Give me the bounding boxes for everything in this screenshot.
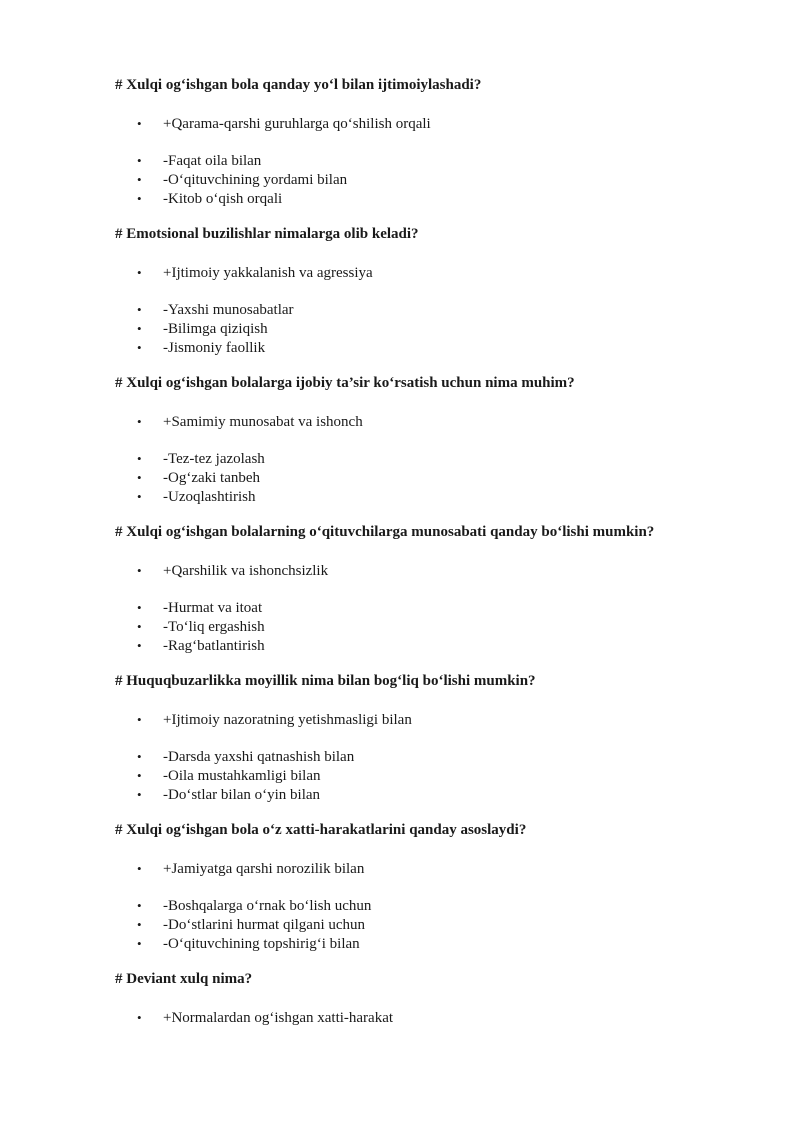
wrong-answer [137,766,757,786]
correct-answer [137,710,757,730]
bullet-icon: • [137,172,142,187]
bullet-icon: • [137,749,142,764]
wrong-answer [137,598,757,618]
answer-text: -To‘liq ergashish [163,619,265,635]
question-heading: # Emotsional buzilishlar nimalarga olib keladi? [115,226,419,242]
bullet-icon: • [137,638,142,653]
answer-text: -Faqat oila bilan [163,153,262,169]
answer-text: +Jamiyatga qarshi norozilik bilan [163,861,365,877]
bullet-icon: • [137,898,142,913]
question-heading: # Xulqi og‘ishgan bolalarning o‘qituvchilarga munosabati qanday bo‘lishi mumkin? [115,524,655,540]
wrong-answer [137,170,757,190]
bullet-icon: • [137,321,142,336]
wrong-answer [137,915,757,935]
bullet-icon: • [137,191,142,206]
correct-answer [137,561,757,581]
bullet-icon: • [137,470,142,485]
answer-text: -Rag‘batlantirish [163,638,265,654]
bullet-icon: • [137,265,142,280]
question-heading: # Deviant xulq nima? [115,971,253,987]
wrong-answer [137,151,757,171]
bullet-icon: • [137,153,142,168]
bullet-icon: • [137,489,142,504]
wrong-answer [137,617,757,637]
wrong-answer [137,300,757,320]
bullet-icon: • [137,936,142,951]
bullet-icon: • [137,340,142,355]
answer-text: -Boshqalarga o‘rnak bo‘lish uchun [163,898,372,914]
answer-text: -Hurmat va itoat [163,600,263,616]
wrong-answer [137,747,757,767]
wrong-answer [137,487,757,507]
wrong-answer [137,338,757,358]
wrong-answer [137,896,757,916]
bullet-icon: • [137,787,142,802]
bullet-icon: • [137,768,142,783]
wrong-answer [137,636,757,656]
answer-text: -Tez-tez jazolash [163,451,265,467]
bullet-icon: • [137,712,142,727]
answer-text: +Samimiy munosabat va ishonch [163,414,363,430]
answer-text: +Ijtimoiy nazoratning yetishmasligi bilan [163,712,412,728]
answer-text: -Jismoniy faollik [163,340,266,356]
answer-text: +Normalardan og‘ishgan xatti-harakat [163,1010,394,1026]
bullet-icon: • [137,619,142,634]
bullet-icon: • [137,563,142,578]
bullet-icon: • [137,1010,142,1025]
answer-text: -O‘qituvchining yordami bilan [163,172,348,188]
bullet-icon: • [137,600,142,615]
answer-text: -Yaxshi munosabatlar [163,302,294,318]
answer-text: -Kitob o‘qish orqali [163,191,283,207]
answer-text: -Bilimga qiziqish [163,321,268,337]
wrong-answer [137,449,757,469]
answer-text: +Ijtimoiy yakkalanish va agressiya [163,265,373,281]
bullet-icon: • [137,116,142,131]
answer-text: +Qarshilik va ishonchsizlik [163,563,329,579]
question-heading: # Xulqi og‘ishgan bola o‘z xatti-harakatlarini qanday asoslaydi? [115,822,527,838]
answer-text: +Qarama-qarshi guruhlarga qo‘shilish orqali [163,116,431,132]
answer-text: -Uzoqlashtirish [163,489,256,505]
correct-answer [137,1008,757,1028]
bullet-icon: • [137,414,142,429]
bullet-icon: • [137,917,142,932]
correct-answer [137,859,757,879]
bullet-icon: • [137,451,142,466]
answer-text: -O‘qituvchining topshirig‘i bilan [163,936,360,952]
answer-text: -Do‘stlar bilan o‘yin bilan [163,787,321,803]
answer-text: -Og‘zaki tanbeh [163,470,261,486]
answer-text: -Do‘stlarini hurmat qilgani uchun [163,917,366,933]
answer-text: -Darsda yaxshi qatnashish bilan [163,749,355,765]
wrong-answer [137,319,757,339]
bullet-icon: • [137,861,142,876]
wrong-answer [137,785,757,805]
question-heading: # Xulqi og‘ishgan bola qanday yo‘l bilan ijtimoiylashadi? [115,77,482,93]
correct-answer [137,412,757,432]
wrong-answer [137,934,757,954]
answer-text: -Oila mustahkamligi bilan [163,768,321,784]
correct-answer [137,263,757,283]
wrong-answer [137,468,757,488]
wrong-answer [137,189,757,209]
correct-answer [137,114,757,134]
question-heading: # Huquqbuzarlikka moyillik nima bilan bog‘liq bo‘lishi mumkin? [115,673,536,689]
bullet-icon: • [137,302,142,317]
question-heading: # Xulqi og‘ishgan bolalarga ijobiy ta’sir ko‘rsatish uchun nima muhim? [115,375,575,391]
